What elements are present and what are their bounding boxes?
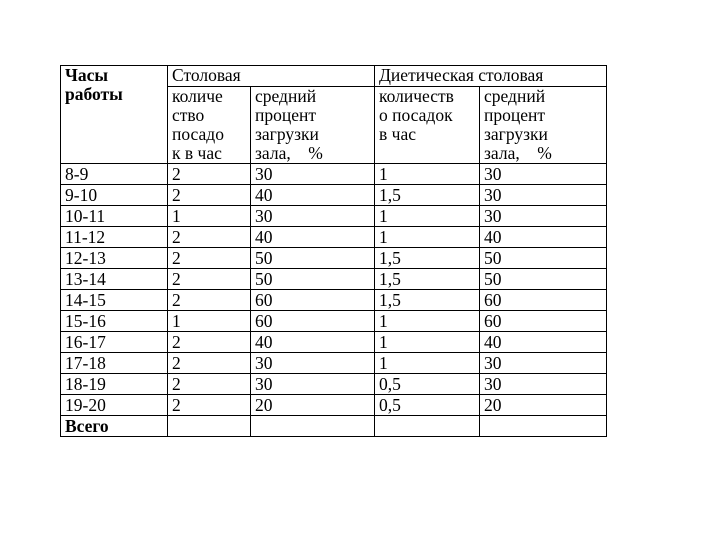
canteen-count-cell: 2 [168, 395, 251, 416]
header-line: процент [255, 105, 317, 125]
canteen-load-cell: 30 [251, 374, 375, 395]
table-row [61, 248, 607, 269]
header-line: к в час [172, 143, 222, 163]
canteen-count-cell: 2 [168, 332, 251, 353]
diet-load-cell: 40 [480, 227, 607, 248]
diet-count-cell: 0,5 [375, 395, 480, 416]
canteen-count-cell: 2 [168, 269, 251, 290]
hours-cell: 14-15 [61, 290, 168, 311]
diet-count-cell: 1,5 [375, 185, 480, 206]
diet-load-cell: 30 [480, 374, 607, 395]
diet-load-header [480, 87, 607, 164]
table-row [61, 332, 607, 353]
diet-count-cell: 1 [375, 353, 480, 374]
diet-load-cell: 60 [480, 311, 607, 332]
total-canteen-count [168, 416, 251, 437]
canteen-count-cell: 2 [168, 164, 251, 185]
header-line: загрузки [484, 124, 548, 144]
canteen-count-cell: 2 [168, 353, 251, 374]
load-table [60, 65, 607, 437]
diet-load-cell: 30 [480, 164, 607, 185]
canteen-load-cell: 40 [251, 332, 375, 353]
header-line: процент [484, 105, 546, 125]
header-line: о посадок [379, 105, 453, 125]
hours-cell: 16-17 [61, 332, 168, 353]
header-line: количе [172, 86, 223, 106]
diet-load-cell: 20 [480, 395, 607, 416]
hours-cell: 12-13 [61, 248, 168, 269]
total-row [61, 416, 607, 437]
header-line: посадо [172, 124, 224, 144]
table-row [61, 164, 607, 185]
total-diet-count [375, 416, 480, 437]
hours-cell: 10-11 [61, 206, 168, 227]
total-canteen-load [251, 416, 375, 437]
diet-load-cell: 30 [480, 185, 607, 206]
diet-count-cell: 1 [375, 227, 480, 248]
diet-count-cell: 1,5 [375, 269, 480, 290]
header-line: средний [255, 86, 317, 106]
header-line: средний [484, 86, 546, 106]
canteen-load-cell: 60 [251, 311, 375, 332]
header-line: зала, % [255, 143, 323, 163]
table-row [61, 269, 607, 290]
table-row [61, 395, 607, 416]
hours-cell: 15-16 [61, 311, 168, 332]
canteen-load-cell: 50 [251, 269, 375, 290]
diet-load-cell: 30 [480, 206, 607, 227]
hours-header-cell [61, 66, 168, 164]
header-line: количеств [379, 86, 454, 106]
canteen-load-cell: 20 [251, 395, 375, 416]
diet-count-cell: 1,5 [375, 290, 480, 311]
canteen-count-cell: 2 [168, 248, 251, 269]
canteen-load-cell: 40 [251, 227, 375, 248]
table-row [61, 374, 607, 395]
canteen-load-cell: 30 [251, 353, 375, 374]
table-row [61, 185, 607, 206]
diet-count-cell: 1,5 [375, 248, 480, 269]
canteen-load-cell: 30 [251, 164, 375, 185]
diet-load-cell: 40 [480, 332, 607, 353]
diet-count-cell: 1 [375, 206, 480, 227]
header-row-groups [61, 66, 607, 87]
hours-cell: 8-9 [61, 164, 168, 185]
diet-count-cell: 1 [375, 311, 480, 332]
canteen-count-cell: 2 [168, 374, 251, 395]
canteen-group-header: Столовая [168, 66, 375, 87]
table-row [61, 206, 607, 227]
canteen-load-cell: 40 [251, 185, 375, 206]
header-line: загрузки [255, 124, 319, 144]
hours-cell: 17-18 [61, 353, 168, 374]
hours-cell: 13-14 [61, 269, 168, 290]
diet-load-cell: 50 [480, 269, 607, 290]
hours-header-line: работы [65, 84, 123, 104]
canteen-count-cell: 2 [168, 227, 251, 248]
hours-cell: 9-10 [61, 185, 168, 206]
total-diet-load [480, 416, 607, 437]
diet-group-header: Диетическая столовая [375, 66, 607, 87]
table-row [61, 353, 607, 374]
diet-count-cell: 1 [375, 332, 480, 353]
canteen-load-cell: 30 [251, 206, 375, 227]
diet-count-cell: 1 [375, 164, 480, 185]
header-line: в час [379, 124, 416, 144]
total-label: Всего [61, 416, 168, 437]
table-row [61, 311, 607, 332]
hours-cell: 11-12 [61, 227, 168, 248]
header-line: ство [172, 105, 205, 125]
hours-header-line: Часы [65, 65, 109, 85]
table-row [61, 227, 607, 248]
hours-cell: 18-19 [61, 374, 168, 395]
canteen-count-cell: 2 [168, 290, 251, 311]
diet-load-cell: 60 [480, 290, 607, 311]
canteen-count-cell: 1 [168, 311, 251, 332]
canteen-load-cell: 50 [251, 248, 375, 269]
header-line: зала, % [484, 143, 552, 163]
canteen-load-header [251, 87, 375, 164]
diet-count-cell: 0,5 [375, 374, 480, 395]
table-row [61, 290, 607, 311]
canteen-count-cell: 2 [168, 185, 251, 206]
canteen-count-header [168, 87, 251, 164]
canteen-count-cell: 1 [168, 206, 251, 227]
diet-load-cell: 30 [480, 353, 607, 374]
diet-load-cell: 50 [480, 248, 607, 269]
canteen-load-cell: 60 [251, 290, 375, 311]
diet-count-header [375, 87, 480, 164]
hours-cell: 19-20 [61, 395, 168, 416]
table-body [61, 66, 607, 437]
